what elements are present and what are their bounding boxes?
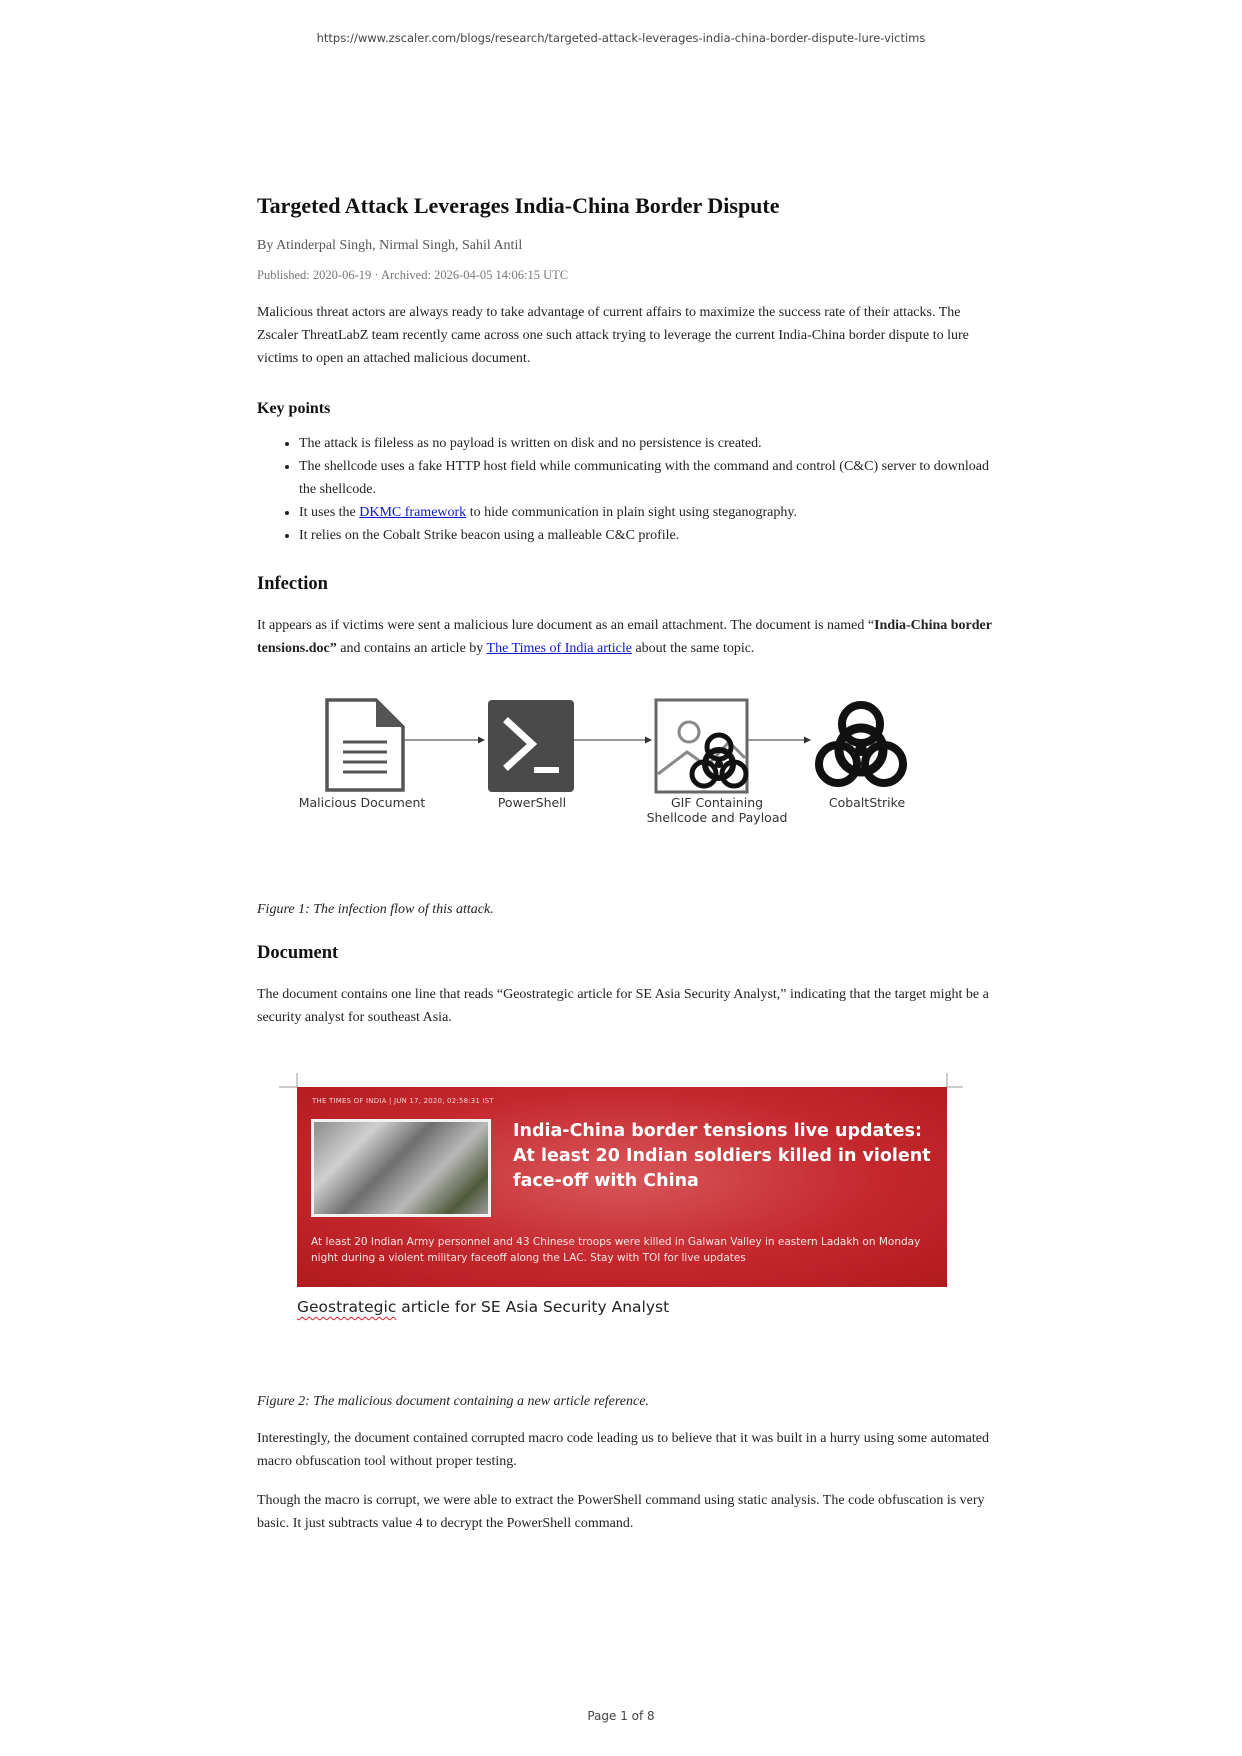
- lure-text-rest: article for SE Asia Security Analyst: [396, 1298, 670, 1316]
- document-heading: Document: [257, 943, 339, 963]
- article: [257, 190, 992, 1535]
- macro-paragraph: Interestingly, the document contained corrupted macro code leading us to believe that it was built in a hurry using some automated macro obfuscation tool without proper testing.: [257, 1431, 989, 1469]
- key-point-item: • The attack is fileless as no payload is written on disk and no persistence is created.: [299, 432, 992, 455]
- flow-label-gif-line2: Shellcode and Payload: [646, 810, 788, 825]
- dkmc-framework-link[interactable]: DKMC framework: [359, 505, 467, 520]
- flow-label-document: Malicious Document: [298, 795, 426, 810]
- article-title: Targeted Attack Leverages India-China Border Dispute: [257, 193, 780, 218]
- infection-flow-figure: [257, 694, 992, 864]
- flow-label-cobaltstrike: CobaltStrike: [828, 795, 906, 810]
- key-points-heading: Key points: [257, 400, 331, 417]
- flow-label-gif: [637, 795, 797, 825]
- times-of-india-link[interactable]: The Times of India article: [486, 641, 632, 656]
- biohazard-icon: [819, 705, 903, 783]
- toi-summary: At least 20 Indian Army personnel and 43 Chinese troops were killed in Galwan Valley in eastern Ladakh on Monday night during a violent military faceoff along the LAC. Stay with TOI for live updates: [311, 1236, 921, 1264]
- document-icon: [327, 700, 403, 790]
- document-paragraph: The document contains one line that reads “Geostrategic article for SE Asia Security Analyst,” indicating that the target might be a security analyst for southeast Asia.: [257, 987, 989, 1025]
- infection-paragraph: [257, 614, 992, 660]
- toi-headline: India-China border tensions live updates: At least 20 Indian soldiers killed in violent face-off with China: [513, 1121, 931, 1191]
- key-point-item: [299, 501, 992, 524]
- flow-label-gif-line1: GIF Containing: [670, 795, 764, 810]
- powershell-paragraph: Though the macro is corrupt, we were able to extract the PowerShell command using static analysis. The code obfuscation is very basic. It just subtracts value 4 to decrypt the PowerShell command.: [257, 1493, 985, 1531]
- toi-news-photo: [311, 1119, 491, 1217]
- times-of-india-banner: [297, 1087, 947, 1287]
- lure-document-figure: [257, 1065, 992, 1365]
- lure-document-name: India-China border tensions.doc”: [257, 618, 992, 656]
- infection-flow-diagram: [257, 694, 992, 864]
- intro-paragraph: Malicious threat actors are always ready to take advantage of current affairs to maximize the success rate of their attacks. The Zscaler ThreatLabZ team recently came across one such attack trying to leverage the current India-China border dispute to lure victims to open an attached malicious document.: [257, 305, 969, 366]
- figure-2-caption: Figure 2: The malicious document containing a new article reference.: [257, 1394, 649, 1409]
- infection-text: It appears as if victims were sent a malicious lure document as an email attachment. The document is named “: [257, 618, 875, 633]
- toi-dateline: THE TIMES OF INDIA | JUN 17, 2020, 02:58:31 IST: [312, 1097, 494, 1105]
- key-point-text: It uses the: [299, 505, 360, 520]
- powershell-icon: [488, 700, 574, 792]
- infection-heading: Infection: [257, 574, 328, 594]
- misspelled-word: Geostrategic: [297, 1298, 397, 1316]
- page-url: https://www.zscaler.com/blogs/research/targeted-attack-leverages-india-china-border-dispute-lure-victims: [316, 31, 926, 45]
- publish-meta: Published: 2020-06-19 · Archived: 2026-04-05 14:06:15 UTC: [257, 268, 569, 282]
- key-point-text: to hide communication in plain sight using steganography.: [466, 505, 797, 520]
- page-number: Page 1 of 8: [587, 1709, 655, 1723]
- figure-1-caption: Figure 1: The infection flow of this attack.: [257, 902, 494, 917]
- key-points-list: [257, 432, 992, 547]
- byline: By Atinderpal Singh, Nirmal Singh, Sahil Antil: [257, 238, 523, 253]
- flow-label-powershell: PowerShell: [497, 795, 567, 810]
- infection-text: and contains an article by: [336, 641, 487, 656]
- lure-text-line: [297, 1298, 669, 1316]
- key-point-item: • It relies on the Cobalt Strike beacon using a malleable C&C profile.: [299, 524, 992, 547]
- key-point-item: • The shellcode uses a fake HTTP host field while communicating with the command and control (C&C) server to download the shellcode.: [299, 455, 992, 501]
- infection-text: about the same topic.: [631, 641, 755, 656]
